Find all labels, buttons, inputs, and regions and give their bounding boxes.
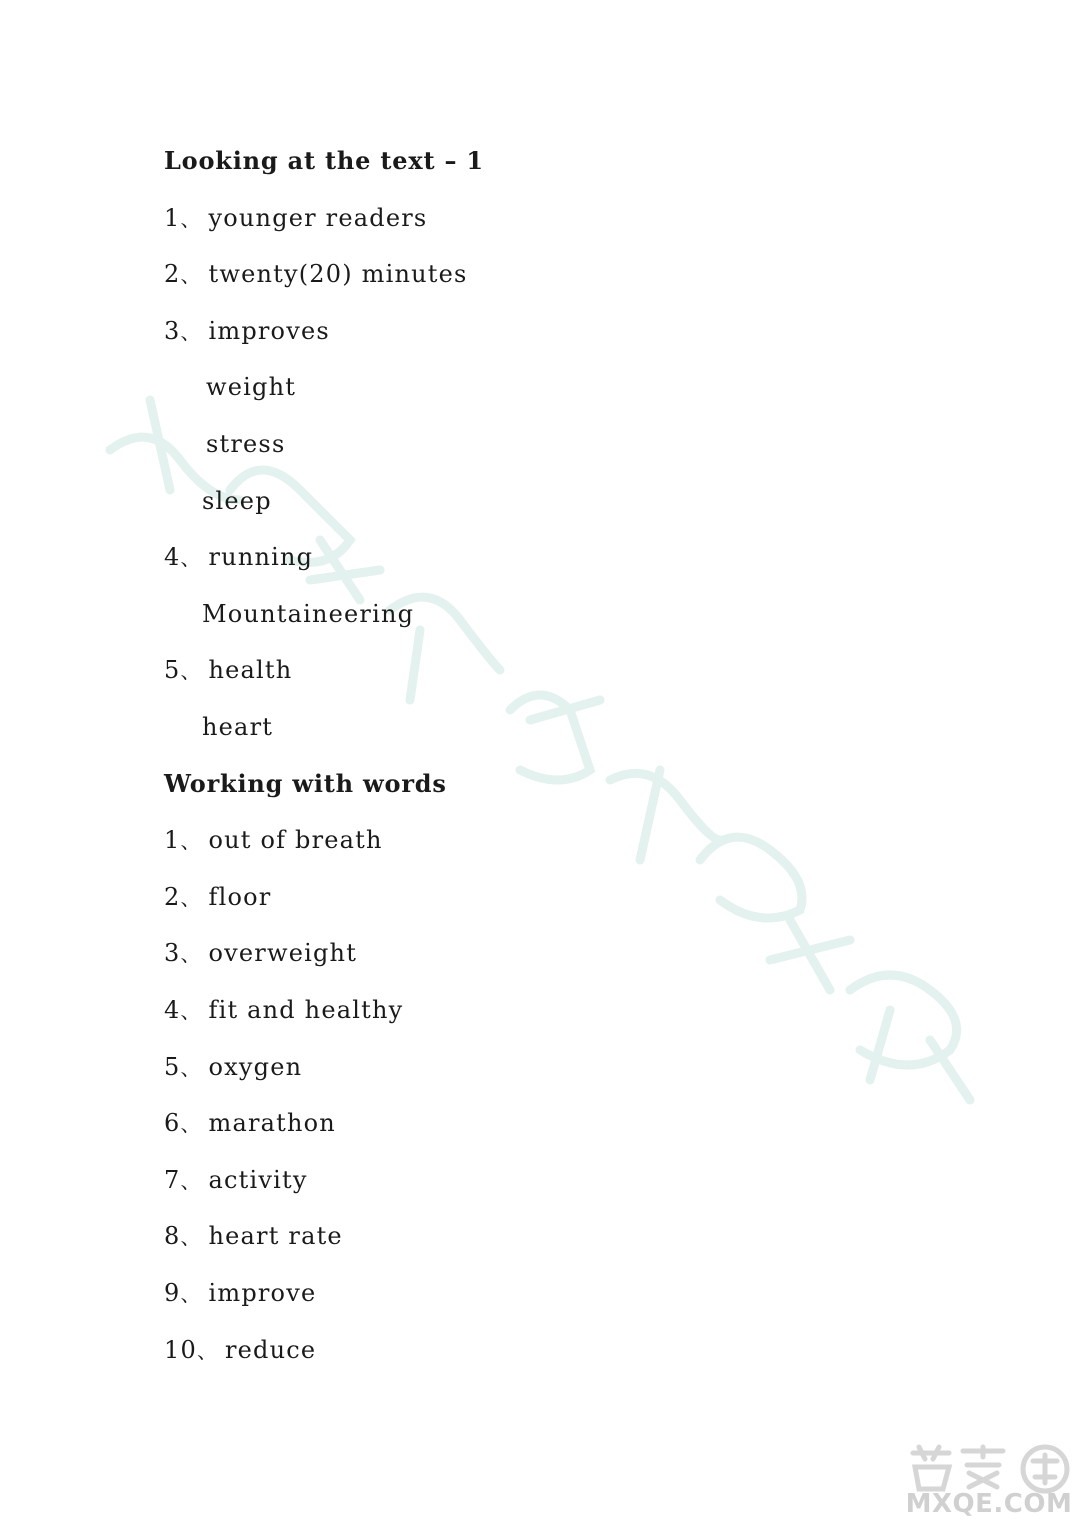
answer-line xyxy=(164,655,292,686)
answer-line xyxy=(164,1278,316,1309)
item-number: 1 xyxy=(164,826,181,855)
item-separator: 、 xyxy=(180,1168,202,1193)
answer-line xyxy=(164,1052,302,1083)
item-number: 2 xyxy=(164,882,181,911)
item-separator: 、 xyxy=(180,829,202,854)
answer-text: oxygen xyxy=(208,1052,303,1081)
answer-line xyxy=(164,938,357,969)
item-number: 2 xyxy=(164,260,181,289)
answer-line xyxy=(164,825,383,856)
answer-text: stress xyxy=(206,430,286,458)
answer-line xyxy=(164,995,403,1026)
answer-text: overweight xyxy=(208,939,358,968)
item-number: 7 xyxy=(164,1165,181,1194)
answer-line xyxy=(164,1221,343,1252)
item-number: 3 xyxy=(164,939,181,968)
answer-text: twenty(20) minutes xyxy=(208,260,468,289)
answer-line xyxy=(164,1165,308,1196)
item-number: 4 xyxy=(164,996,181,1024)
item-separator: 、 xyxy=(180,206,202,231)
item-separator: 、 xyxy=(180,319,202,344)
answer-text: fit and healthy xyxy=(208,996,404,1024)
answer-text: health xyxy=(208,656,293,685)
answer-line xyxy=(202,712,273,742)
item-number: 9 xyxy=(164,1279,181,1307)
answer-text: heart xyxy=(202,713,274,741)
site-logo xyxy=(905,1443,1073,1523)
answer-line xyxy=(164,1108,336,1139)
item-separator: 、 xyxy=(180,1225,202,1250)
answer-line xyxy=(202,599,414,629)
answer-text: heart rate xyxy=(208,1222,343,1251)
answer-line xyxy=(164,542,313,573)
item-separator: 、 xyxy=(180,1055,202,1080)
item-separator: 、 xyxy=(180,659,202,684)
item-number: 4 xyxy=(164,543,181,572)
item-number: 1 xyxy=(164,203,181,232)
item-separator: 、 xyxy=(180,546,202,571)
item-separator: 、 xyxy=(180,1282,202,1306)
item-separator: 、 xyxy=(180,885,202,910)
answer-line xyxy=(164,203,427,234)
answer-text: running xyxy=(208,543,314,572)
answer-line xyxy=(206,372,296,402)
answer-line xyxy=(164,316,330,347)
item-separator: 、 xyxy=(196,1338,219,1363)
answer-text: Mountaineering xyxy=(202,599,415,628)
answer-text: floor xyxy=(208,882,272,911)
answer-text: younger readers xyxy=(208,203,428,232)
section-heading: Looking at the text – 1 xyxy=(164,146,484,175)
answer-line xyxy=(202,486,272,516)
answer-text: activity xyxy=(208,1165,308,1194)
logo-mark-icon xyxy=(905,1443,1073,1495)
item-number: 8 xyxy=(164,1222,181,1251)
item-separator: 、 xyxy=(180,999,202,1023)
item-separator: 、 xyxy=(180,263,202,288)
answer-text: marathon xyxy=(208,1109,336,1138)
answer-line xyxy=(164,882,271,913)
item-separator: 、 xyxy=(180,942,202,967)
item-number: 10 xyxy=(164,1335,197,1364)
item-number: 3 xyxy=(164,316,181,345)
answer-line xyxy=(164,259,468,290)
answer-text: improves xyxy=(208,316,330,345)
logo-text: MXQE.COM xyxy=(905,1489,1073,1519)
answer-text: sleep xyxy=(202,486,272,515)
answer-text: reduce xyxy=(224,1335,317,1364)
item-number: 6 xyxy=(164,1109,181,1138)
answer-line xyxy=(164,1335,316,1366)
item-number: 5 xyxy=(164,656,181,685)
section-heading: Working with words xyxy=(164,768,447,798)
answer-line xyxy=(206,429,285,459)
answer-text: weight xyxy=(206,373,297,402)
answer-text: out of breath xyxy=(208,826,383,855)
item-number: 5 xyxy=(164,1052,181,1081)
item-separator: 、 xyxy=(180,1112,202,1137)
answer-text: improve xyxy=(208,1279,317,1307)
